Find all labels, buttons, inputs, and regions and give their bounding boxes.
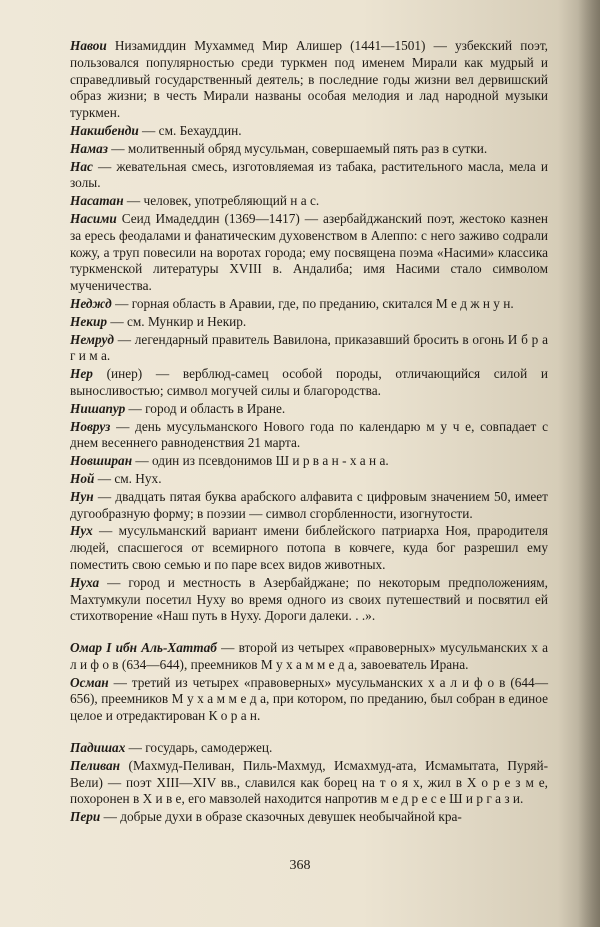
entry-nakshbendi: Накшбенди — см. Бехауддин. [70,122,242,138]
entry-novshiran: Новширан — один из псевдонимов Ш и р в а н - х а н а. [70,453,389,469]
entry-ner: Нер (инер) — верблюд-самец особой породы, отличающийся силой и выносливостью; символ могучей силы и благородства. [70,366,548,398]
entry-nemrud: Немруд — легендарный правитель Вавилона, приказавший бросить в огонь И б р а г и м а. [70,331,548,364]
glossary-text [70,38,548,827]
section-gap-o [70,626,548,640]
entry-osman: Осман — третий из четырех «правоверных» мусульманских х а л и ф о в (644—656), преемников М у х а м м е д а, при котором, по преданию, был собран в единое целое и отредактирован К о р а н. [70,674,548,724]
entry-nukh: Нух — мусульманский вариант имени библейского патриарха Ноя, прародителя людей, спасшегося от всемирного потопа в ковчеге, куда бог разрешил ему поместить свою семью и по паре всех видов животных. [70,523,548,572]
entry-nekir: Некир — см. Мункир и Некир. [70,313,247,329]
page-edge-shadow [578,0,600,927]
entry-novruz: Новруз — день мусульманского Нового года по календарю м у ч е, совпадает с днем весеннего равноденствия 21 марта. [70,418,548,451]
entry-padishakh: Падишах — государь, самодержец. [70,740,273,756]
entry-nasimi: Насими Сеид Имадеддин (1369—1417) — азербайджанский поэт, жестоко казнен за ересь феодалами и фанатическим духовенством в Алеппо: с него заживо содрали кожу, а труп повесили на воротах города; ему посвящена поэма «Насими» классика туркменской литературы XVIII в. Андалиба; имя Насими стало символом мученичества. [70,210,548,294]
section-gap-p [70,726,548,740]
entry-nukha: Нуха — город и местность в Азербайджане; по некоторым предположениям, Махтумкули посетил Нуху во время одного из своих путешествий и посвятил ей стихотворение «Наш путь в Нуху. Дороги далеки. . .». [70,574,548,624]
entry-noi: Ной — см. Нух. [70,470,162,486]
entry-peri: Пери — добрые духи в образе сказочных девушек необычайной кра- [70,809,462,825]
entry-pelivan: Пеливан (Махмуд-Пеливан, Пиль-Махмуд, Исмахмуд-ата, Исмамытата, Пуряй-Вели) — поэт XIII—XIV вв., славился как борец на т о я х, жил в Х о р е з м е, похоронен в Х и в е, его мавзолей находится напротив м е д р е с е Ш и р г а з и. [70,757,548,807]
entry-nas: Нас — жевательная смесь, изготовляемая из табака, растительного масла, мела и золы. [70,158,548,191]
entry-nedzhd: Неджд — горная область в Аравии, где, по преданию, скитался М е д ж н у н. [70,295,514,311]
entry-omar: Омар I ибн Аль-Хаттаб — второй из четырех «правоверных» мусульманских х а л и ф о в (634—644), преемников М у х а м м е д а, завоеватель Ирана. [70,640,548,672]
entry-navoi: Навои Низамиддин Мухаммед Мир Алишер (1441—1501) — узбекский поэт, пользовался популярностью среди туркмен под именем Мирали как мудрый и справедливый государственный деятель; в последние годы жизни вел дервишский образ жизни; в честь Мирали названы особая мелодия и лад народной музыки туркмен. [70,38,548,121]
entry-nishapur: Нишапур — город и область в Иране. [70,400,286,416]
entry-nun: Нун — двадцать пятая буква арабского алфавита с цифровым значением 50, имеет дугообразную форму; в поэзии — символ сгорбленности, изогнутости. [70,488,548,521]
page-number: 368 [289,858,311,873]
entry-nasatan: Насатан — человек, употребляющий н а с. [70,193,320,209]
entry-namaz: Намаз — молитвенный обряд мусульман, совершаемый пять раз в сутки. [70,140,488,156]
